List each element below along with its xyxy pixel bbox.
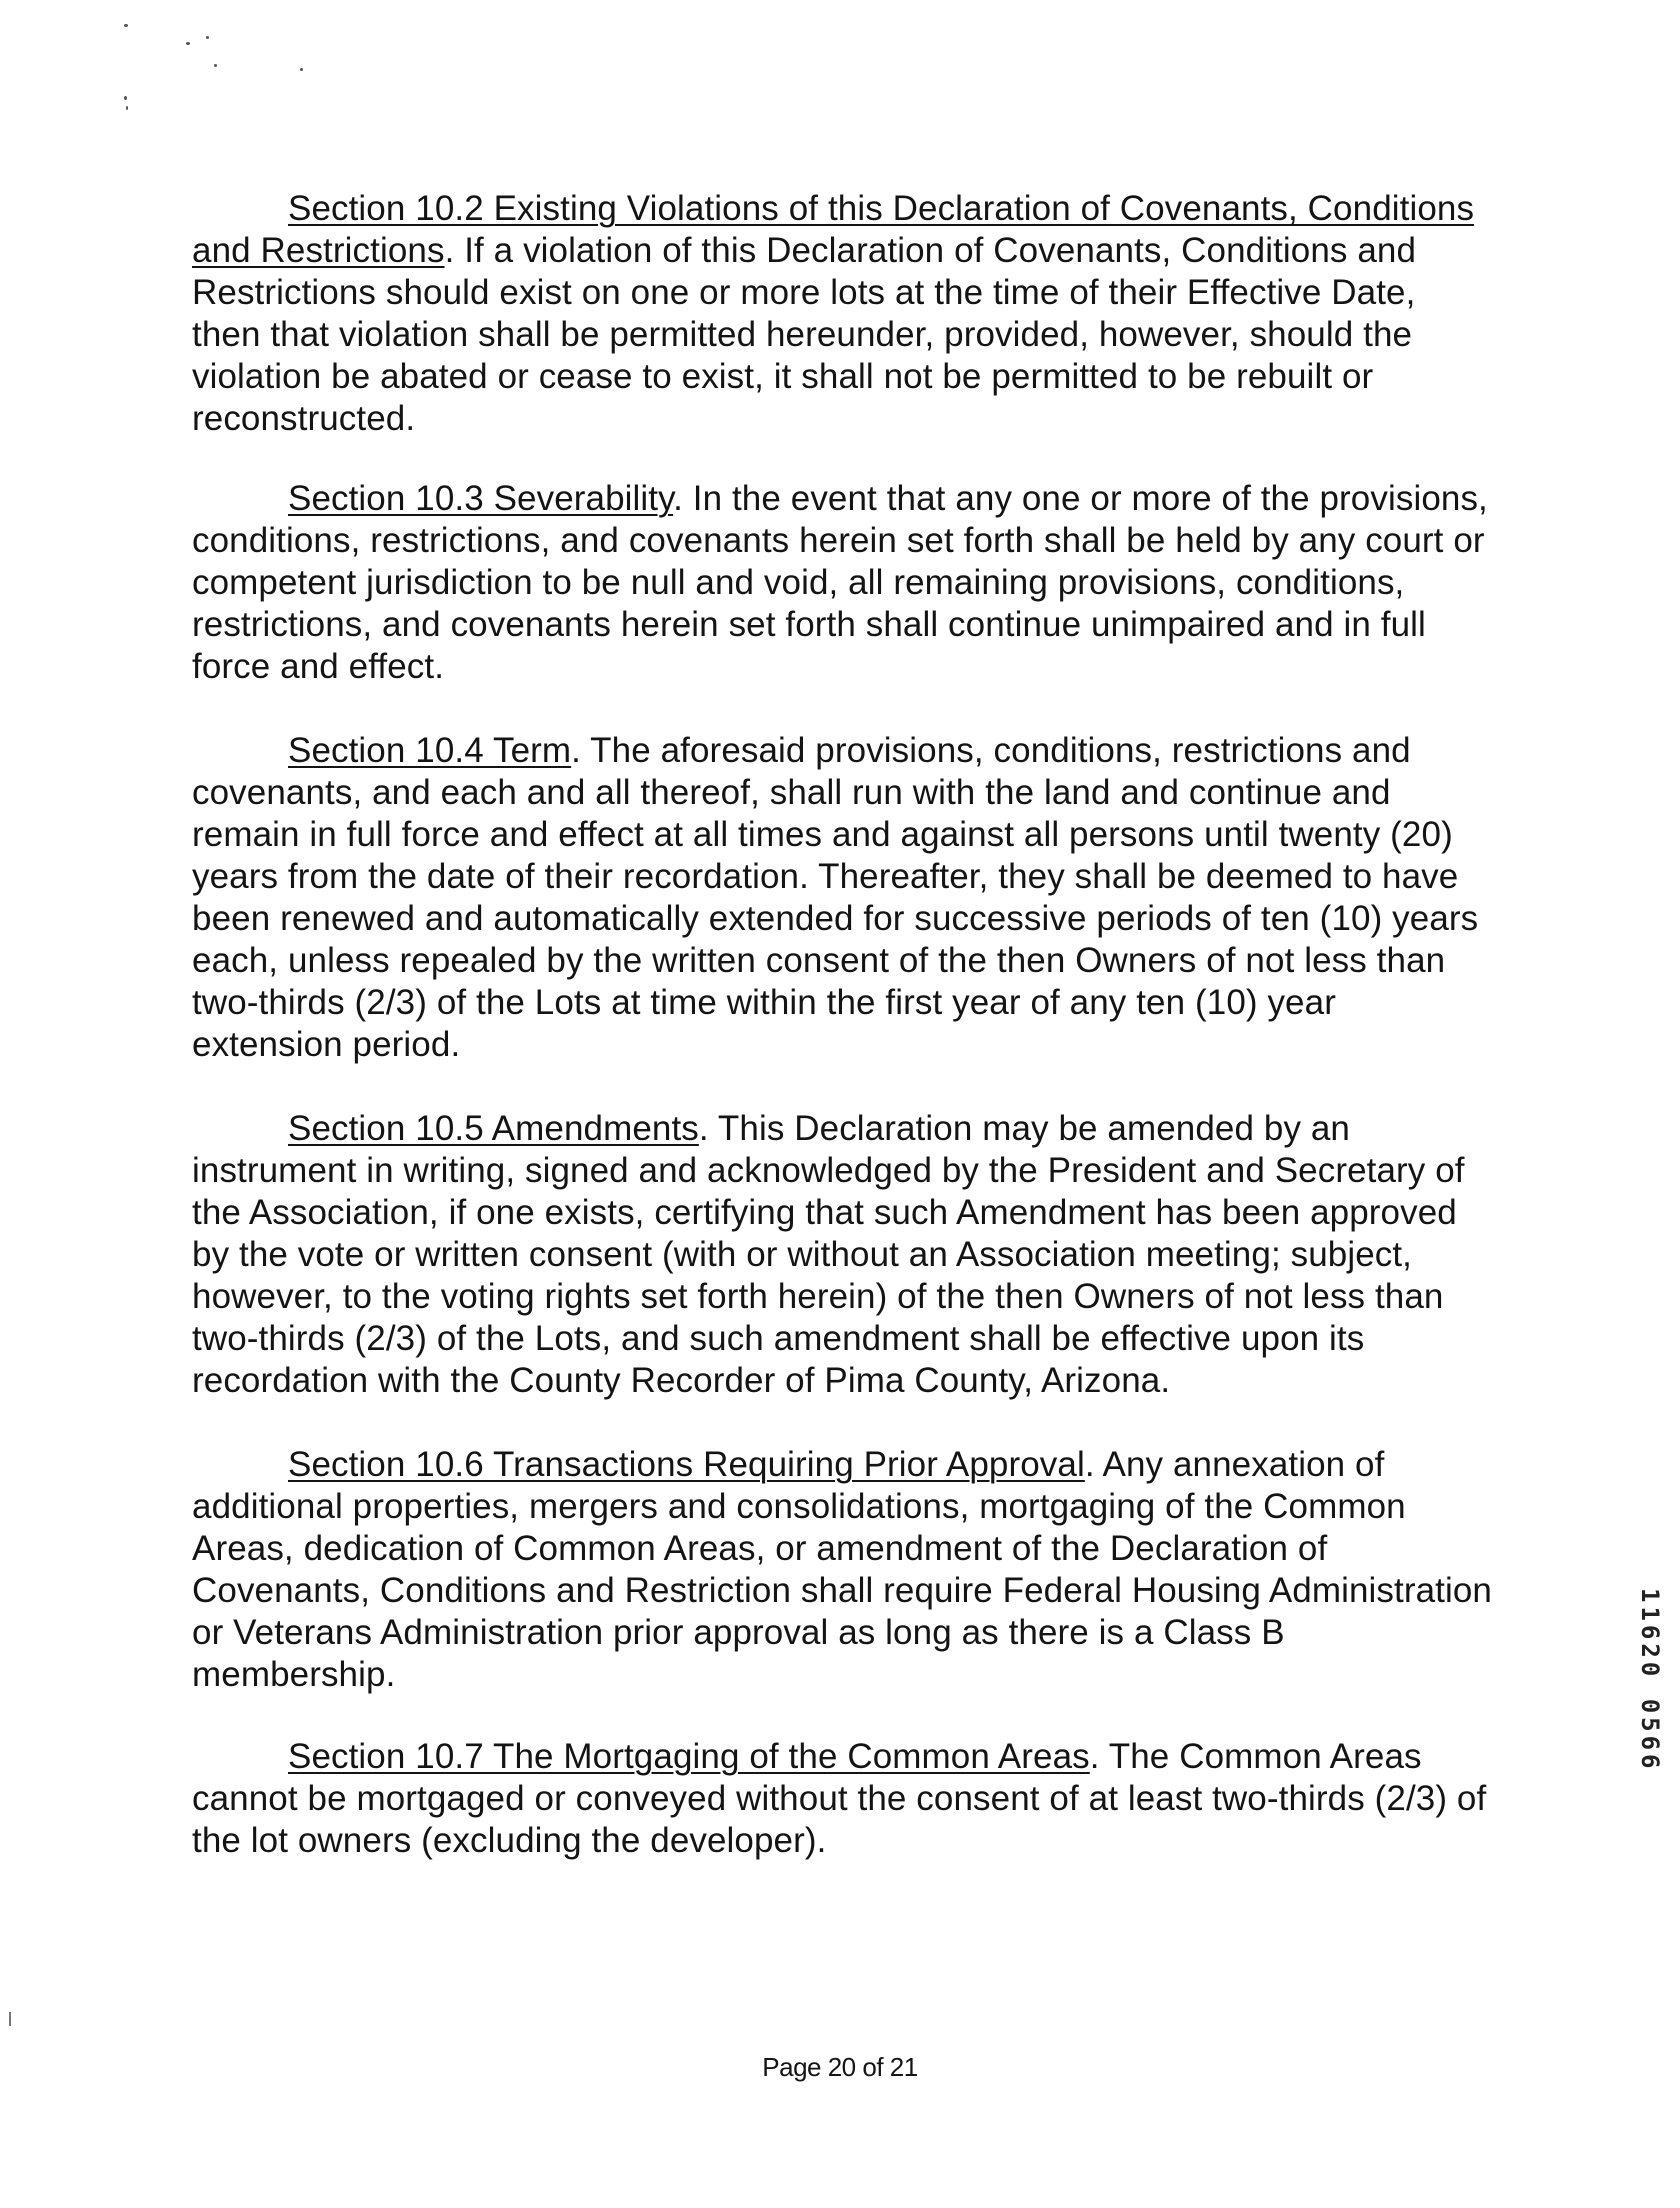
section-10-2 [192, 188, 1492, 440]
section-10-7-body: . The Common Areas cannot be mortgaged or conveyed without the consent of at least two-thirds (2/3) of the lot owners (excluding the developer). [192, 1737, 1487, 1860]
section-10-4-heading: Section 10.4 Term [288, 731, 572, 770]
scan-speck [214, 64, 217, 67]
section-10-7 [192, 1736, 1492, 1862]
section-10-6-heading: Section 10.6 Transactions Requiring Prior Approval [288, 1445, 1085, 1484]
section-10-5 [192, 1108, 1492, 1402]
section-10-6-body: . Any annexation of additional properties, mergers and consolidations, mortgaging of the Common Areas, dedication of Common Areas, or amendment of the Declaration of Covenants, Conditions and Restriction shall require Federal Housing Administration or Veterans Administration prior approval as long as there is a Class B membership. [192, 1445, 1492, 1694]
section-10-3-heading: Section 10.3 Severability [288, 479, 674, 518]
section-10-2-body: . If a violation of this Declaration of Covenants, Conditions and Restrictions should exist on one or more lots at the time of their Effective Date, then that violation shall be permitted hereunder, provided, however, should the violation be abated or cease to exist, it shall not be permitted to be rebuilt or reconstructed. [192, 231, 1417, 438]
scan-speck [186, 42, 190, 45]
section-10-3 [192, 478, 1492, 688]
scan-speck [300, 68, 303, 71]
scan-speck [124, 96, 127, 100]
recording-stamp [1638, 1588, 1668, 1928]
scan-speck [126, 106, 128, 110]
section-10-7-heading: Section 10.7 The Mortgaging of the Common Areas [288, 1737, 1090, 1776]
section-10-2-heading: Section 10.2 Existing Violations of this Declaration of Covenants, Conditions and Restrictions [192, 189, 1475, 270]
recording-stamp-number: 11620 0566 [1636, 1588, 1664, 1773]
section-10-6 [192, 1444, 1492, 1696]
section-10-5-heading: Section 10.5 Amendments [288, 1109, 699, 1148]
page-number: Page 20 of 21 [762, 2052, 918, 2082]
section-10-3-body: . In the event that any one or more of the provisions, conditions, restrictions, and covenants herein set forth shall be held by any court or competent jurisdiction to be null and void, all remaining provisions, conditions, restrictions, and covenants herein set forth shall continue unimpaired and in full force and effect. [192, 479, 1488, 686]
scan-speck [124, 24, 128, 27]
section-10-4 [192, 730, 1492, 1066]
section-10-4-body: . The aforesaid provisions, conditions, restrictions and covenants, and each and all thereof, shall run with the land and continue and remain in full force and effect at all times and against all persons until twenty (20) years from the date of their recordation. Thereafter, they shall be deemed to have been renewed and automatically extended for successive periods of ten (10) years each, unless repealed by the written consent of the then Owners of not less than two-thirds (2/3) of the Lots at time within the first year of any ten (10) year extension period. [192, 731, 1479, 1064]
scan-speck [206, 36, 209, 39]
scan-edge-mark [9, 2012, 11, 2026]
section-10-5-body: . This Declaration may be amended by an instrument in writing, signed and acknowledged by the President and Secretary of the Association, if one exists, certifying that such Amendment has been approved by the vote or written consent (with or without an Association meeting; subject, however, to the voting rights set forth herein) of the then Owners of not less than two-thirds (2/3) of the Lots, and such amendment shall be effective upon its recordation with the County Recorder of Pima County, Arizona. [192, 1109, 1465, 1400]
